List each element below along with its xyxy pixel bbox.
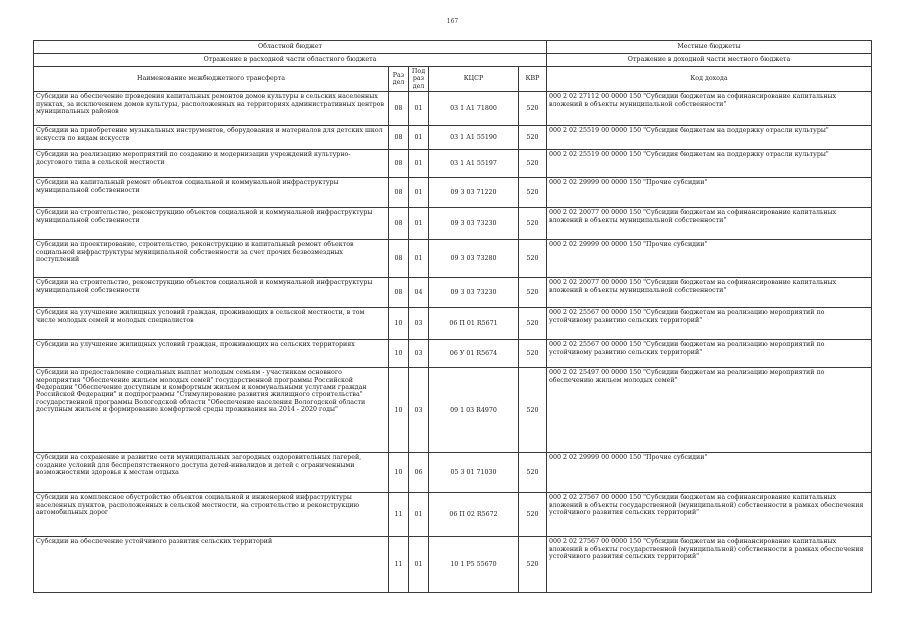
section-cell: 10 bbox=[389, 340, 409, 368]
kcsr-cell: 03 1 А1 71800 bbox=[429, 92, 519, 126]
local-income-header: Отражение в доходной части местного бюджета bbox=[547, 54, 872, 67]
subsection-cell: 01 bbox=[409, 92, 429, 126]
income-code-cell: 000 2 02 25519 00 0000 150 "Субсидия бюджетам на поддержку отрасли культуры" bbox=[547, 126, 872, 150]
subsection-cell: 01 bbox=[409, 178, 429, 208]
kvr-cell: 520 bbox=[519, 150, 547, 178]
section-cell: 08 bbox=[389, 178, 409, 208]
subsection-cell: 04 bbox=[409, 278, 429, 308]
transfer-name-cell: Субсидии на комплексное обустройство объектов социальной и инженерной инфраструктуры населенных пунктов, расположенных в сельской местности, на строительство и реконструкцию автомобильных дорог bbox=[34, 493, 389, 537]
income-code-cell: 000 2 02 29999 00 0000 150 "Прочие субсидии" bbox=[547, 240, 872, 278]
section-cell: 10 bbox=[389, 368, 409, 453]
kvr-header: КВР bbox=[519, 67, 547, 92]
regional-budget-header: Областной бюджет bbox=[34, 41, 547, 54]
kvr-cell: 520 bbox=[519, 340, 547, 368]
kcsr-cell: 09 1 03 R4970 bbox=[429, 368, 519, 453]
kcsr-cell: 09 3 03 73230 bbox=[429, 208, 519, 240]
kcsr-cell: 05 3 01 71030 bbox=[429, 453, 519, 493]
section-cell: 08 bbox=[389, 240, 409, 278]
income-code-cell: 000 2 02 25519 00 0000 150 "Субсидия бюджетам на поддержку отрасли культуры" bbox=[547, 150, 872, 178]
income-code-cell: 000 2 02 27567 00 0000 150 "Субсидии бюджетам на софинансирование капитальных вложений в объекты государственной (муниципальной) собственности в рамках обеспечения устойчивого развития сельских территорий" bbox=[547, 493, 872, 537]
transfer-name-cell: Субсидии на строительство, реконструкцию объектов социальной и коммунальной инфраструктуры муниципальной собственности bbox=[34, 278, 389, 308]
table-row bbox=[34, 537, 872, 593]
income-code-cell: 000 2 02 25497 00 0000 150 "Субсидии бюджетам на реализацию мероприятий по обеспечению жильем молодых семей" bbox=[547, 368, 872, 453]
kvr-cell: 520 bbox=[519, 453, 547, 493]
table-header bbox=[34, 41, 872, 92]
kvr-cell: 520 bbox=[519, 493, 547, 537]
subsection-cell: 06 bbox=[409, 453, 429, 493]
transfer-name-cell: Субсидии на приобретение музыкальных инструментов, оборудования и материалов для детских школ искусств по видам искусств bbox=[34, 126, 389, 150]
table-row bbox=[34, 208, 872, 240]
regional-expense-header: Отражение в расходной части областного бюджета bbox=[34, 54, 547, 67]
subsection-cell: 03 bbox=[409, 368, 429, 453]
subsection-cell: 01 bbox=[409, 240, 429, 278]
subsection-header: Подраздел bbox=[409, 67, 429, 92]
transfer-name-cell: Субсидии на сохранение и развитие сети муниципальных загородных оздоровительных лагерей, создание условий для беспрепятственного доступа детей-инвалидов и детей с ограниченными возможностями здоровья к местам отдыха bbox=[34, 453, 389, 493]
table-row bbox=[34, 178, 872, 208]
kvr-cell: 520 bbox=[519, 92, 547, 126]
page-number: 167 bbox=[446, 18, 459, 25]
kcsr-cell: 03 1 А1 55197 bbox=[429, 150, 519, 178]
subsection-cell: 01 bbox=[409, 537, 429, 593]
income-code-cell: 000 2 02 29999 00 0000 150 "Прочие субсидии" bbox=[547, 178, 872, 208]
transfer-name-cell: Субсидии на капитальный ремонт объектов социальной и коммунальной инфраструктуры муниципальной собственности bbox=[34, 178, 389, 208]
income-code-cell: 000 2 02 20077 00 0000 150 "Субсидии бюджетам на софинансирование капитальных вложений в объекты муниципальной собственности" bbox=[547, 208, 872, 240]
transfer-name-cell: Субсидии на предоставление социальных выплат молодым семьям - участникам основного мероприятия "Обеспечение жильем молодых семей" государственной программы Российской Федерации "Обеспечение доступным и комфортным жильем и коммунальными услугами граждан Российской Федерации" и подпрограммы "Стимулирование развития жилищного строительства" государственной программы Вологодской области "Обеспечение населения Вологодской области доступным жильем и формирование комфортной среды проживания на 2014 - 2020 годы" bbox=[34, 368, 389, 453]
section-cell: 08 bbox=[389, 208, 409, 240]
table-row bbox=[34, 92, 872, 126]
table-body bbox=[34, 92, 872, 593]
section-cell: 11 bbox=[389, 493, 409, 537]
section-header: Раздел bbox=[389, 67, 409, 92]
kcsr-cell: 06 П 02 R5672 bbox=[429, 493, 519, 537]
table-row bbox=[34, 368, 872, 453]
kcsr-cell: 10 1 Р5 55670 bbox=[429, 537, 519, 593]
table-row bbox=[34, 278, 872, 308]
transfer-name-cell: Субсидии на реализацию мероприятий по созданию и модернизации учреждений культурно-досугового типа в сельской местности bbox=[34, 150, 389, 178]
section-cell: 08 bbox=[389, 278, 409, 308]
subsection-cell: 03 bbox=[409, 340, 429, 368]
kvr-cell: 520 bbox=[519, 240, 547, 278]
kvr-cell: 520 bbox=[519, 368, 547, 453]
kvr-cell: 520 bbox=[519, 208, 547, 240]
subsection-cell: 01 bbox=[409, 150, 429, 178]
table-row bbox=[34, 150, 872, 178]
subsection-cell: 01 bbox=[409, 208, 429, 240]
kcsr-cell: 09 3 03 71220 bbox=[429, 178, 519, 208]
subsection-cell: 03 bbox=[409, 308, 429, 340]
income-code-cell: 000 2 02 20077 00 0000 150 "Субсидии бюджетам на софинансирование капитальных вложений в объекты муниципальной собственности" bbox=[547, 278, 872, 308]
transfer-name-cell: Субсидии на строительство, реконструкцию объектов социальной и коммунальной инфраструктуры муниципальной собственности bbox=[34, 208, 389, 240]
kcsr-cell: 03 1 А1 55190 bbox=[429, 126, 519, 150]
subsection-cell: 01 bbox=[409, 126, 429, 150]
kvr-cell: 520 bbox=[519, 278, 547, 308]
table-row bbox=[34, 308, 872, 340]
budget-table bbox=[33, 40, 872, 593]
transfer-name-header: Наименование межбюджетного трансферта bbox=[34, 67, 389, 92]
kcsr-cell: 09 3 03 73280 bbox=[429, 240, 519, 278]
kcsr-cell: 06 П 01 R5671 bbox=[429, 308, 519, 340]
kvr-cell: 520 bbox=[519, 308, 547, 340]
table-row bbox=[34, 453, 872, 493]
kvr-cell: 520 bbox=[519, 126, 547, 150]
transfer-name-cell: Субсидии на проектирование, строительство, реконструкцию и капитальный ремонт объектов социальной инфраструктуры муниципальной собственности за счет прочих безвозмездных поступлений bbox=[34, 240, 389, 278]
section-cell: 08 bbox=[389, 126, 409, 150]
table-row bbox=[34, 493, 872, 537]
income-code-cell: 000 2 02 27567 00 0000 150 "Субсидии бюджетам на софинансирование капитальных вложений в объекты государственной (муниципальной) собственности в рамках обеспечения устойчивого развития сельских территорий" bbox=[547, 537, 872, 593]
income-code-header: Код дохода bbox=[547, 67, 872, 92]
local-budgets-header: Местные бюджеты bbox=[547, 41, 872, 54]
kvr-cell: 520 bbox=[519, 178, 547, 208]
subsection-cell: 01 bbox=[409, 493, 429, 537]
income-code-cell: 000 2 02 25567 00 0000 150 "Субсидии бюджетам на реализацию мероприятий по устойчивому развитию сельских территорий" bbox=[547, 340, 872, 368]
section-cell: 08 bbox=[389, 92, 409, 126]
section-cell: 10 bbox=[389, 453, 409, 493]
table-row bbox=[34, 340, 872, 368]
income-code-cell: 000 2 02 25567 00 0000 150 "Субсидии бюджетам на реализацию мероприятий по устойчивому развитию сельских территорий" bbox=[547, 308, 872, 340]
table-row bbox=[34, 126, 872, 150]
kcsr-header: КЦСР bbox=[429, 67, 519, 92]
section-cell: 11 bbox=[389, 537, 409, 593]
kcsr-cell: 09 3 03 73230 bbox=[429, 278, 519, 308]
transfer-name-cell: Субсидия на улучшение жилищных условий граждан, проживающих в сельской местности, в том числе молодых семей и молодых специалистов bbox=[34, 308, 389, 340]
transfer-name-cell: Субсидии на обеспечение проведения капитальных ремонтов домов культуры в сельских населенных пунктах, за исключением домов культуры, расположенных на территориях административных центров муниципальных районов bbox=[34, 92, 389, 126]
income-code-cell: 000 2 02 27112 00 0000 150 "Субсидии бюджетам на софинансирование капитальных вложений в объекты муниципальной собственности" bbox=[547, 92, 872, 126]
kvr-cell: 520 bbox=[519, 537, 547, 593]
transfer-name-cell: Субсидии на улучшение жилищных условий граждан, проживающих на сельских территориях bbox=[34, 340, 389, 368]
kcsr-cell: 06 У 01 R5674 bbox=[429, 340, 519, 368]
transfer-name-cell: Субсидии на обеспечение устойчивого развития сельских территорий bbox=[34, 537, 389, 593]
section-cell: 08 bbox=[389, 150, 409, 178]
section-cell: 10 bbox=[389, 308, 409, 340]
table-row bbox=[34, 240, 872, 278]
income-code-cell: 000 2 02 29999 00 0000 150 "Прочие субсидии" bbox=[547, 453, 872, 493]
